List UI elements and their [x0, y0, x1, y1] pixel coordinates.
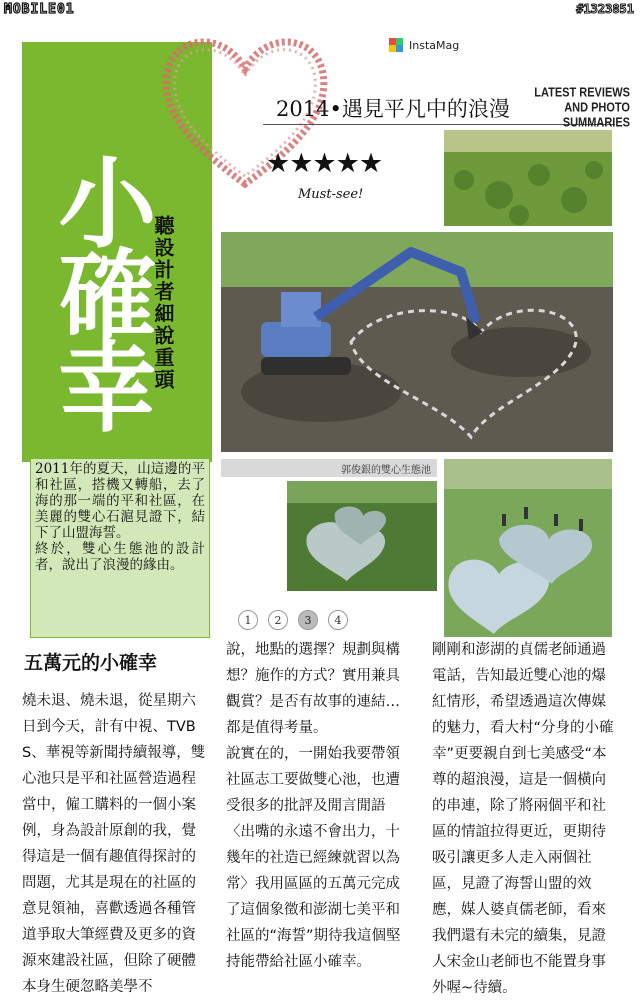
- post-id-watermark: #1323851: [576, 2, 634, 16]
- rating-stars: ★★★★★: [266, 148, 383, 179]
- pager-page-4[interactable]: 4: [328, 610, 348, 630]
- photo-caption-bar: [221, 459, 437, 477]
- cover-title-text: 小確幸: [42, 152, 156, 428]
- photo-heart-pond-volunteers: [444, 459, 612, 637]
- intro-paragraph-2: 終於，雙心生態池的設計者，說出了浪漫的緣由。: [35, 541, 205, 573]
- site-watermark: MOBILE01: [4, 2, 75, 17]
- photo-excavator: [221, 232, 613, 452]
- article-column-1: [22, 688, 208, 1000]
- photo-caption: 郭俊銀的雙心生態池: [341, 465, 431, 476]
- page-headline: 2014•遇見平凡中的浪漫: [276, 97, 510, 121]
- article-paragraph: 剛剛和澎湖的貞儒老師通過電話，告知最近雙心池的爆紅情形，希望透過這次傳媒的魅力，看大村“分身的小確幸”更要親自到七美感受“本尊的超浪漫，這是一個橫向的串連，除了將兩個平和社區的情誼拉得更近，更期待吸引讓更多人走入兩個社區，見證了海誓山盟的效應，媒人婆貞儒老師，看來我們還有未完的續集，見證人宋金山老師也不能置身事外喔~待續。: [432, 642, 614, 996]
- article-column-2: [226, 637, 412, 975]
- article-paragraph: 說實在的，一開始我要帶領社區志工要做雙心池，也遭受很多的批評及閒言閒語〈出嘴的永遠不會出力，十幾年的社造已經練就習以為常〉我用區區的五萬元完成了這個象徵和澎湖七美平和社區的“海誓”期待我這個堅持能帶給社區小確幸。: [226, 746, 401, 970]
- instamag-brand: [389, 38, 459, 52]
- photo-heart-pond: [287, 481, 437, 591]
- article-title: 五萬元的小確幸: [24, 652, 158, 674]
- instamag-logo-icon: [389, 38, 403, 52]
- pager-page-1[interactable]: 1: [238, 610, 258, 630]
- article-column-3: [432, 637, 618, 1001]
- cover-subtitle: [149, 215, 185, 391]
- cover-subtitle-text: 聽設計者細說重頭: [151, 215, 175, 391]
- article-paragraph: 說，地點的選擇？規劃與構想？施作的方式？實用兼具觀賞？是否有故事的連結…都是值得考量。: [226, 642, 400, 736]
- rating-note: Must-see!: [298, 187, 364, 202]
- intro-box: [30, 458, 210, 638]
- intro-paragraph-1: 2011年的夏天，山這邊的平和社區，搭機又轉船，去了海的那一端的平和社區，在美麗的雙心石滬見證下，結下了山盟海誓。: [35, 461, 205, 541]
- pager-page-3[interactable]: 3: [298, 610, 318, 630]
- photo-grass-field: [444, 130, 612, 226]
- tagline: LATEST REVIEWS AND PHOTO SUMMARIES: [534, 86, 630, 130]
- instamag-label: InstaMag: [409, 38, 460, 52]
- pager-page-2[interactable]: 2: [268, 610, 288, 630]
- page-pager: [238, 610, 348, 630]
- article-paragraph: 燒未退、燒未退，從星期六日到今天，計有中視、TVBS、華視等新聞持續報導，雙心池只是平和社區營造過程當中，僱工購料的一個小案例，身為設計原創的我，覺得這是一個有趣值得探討的問題，尤其是現在的社區的意見領袖，喜歡透過各種管道爭取大筆經費及更多的資源來建設社區，但除了硬體本身生硬忽略美學不: [22, 693, 206, 995]
